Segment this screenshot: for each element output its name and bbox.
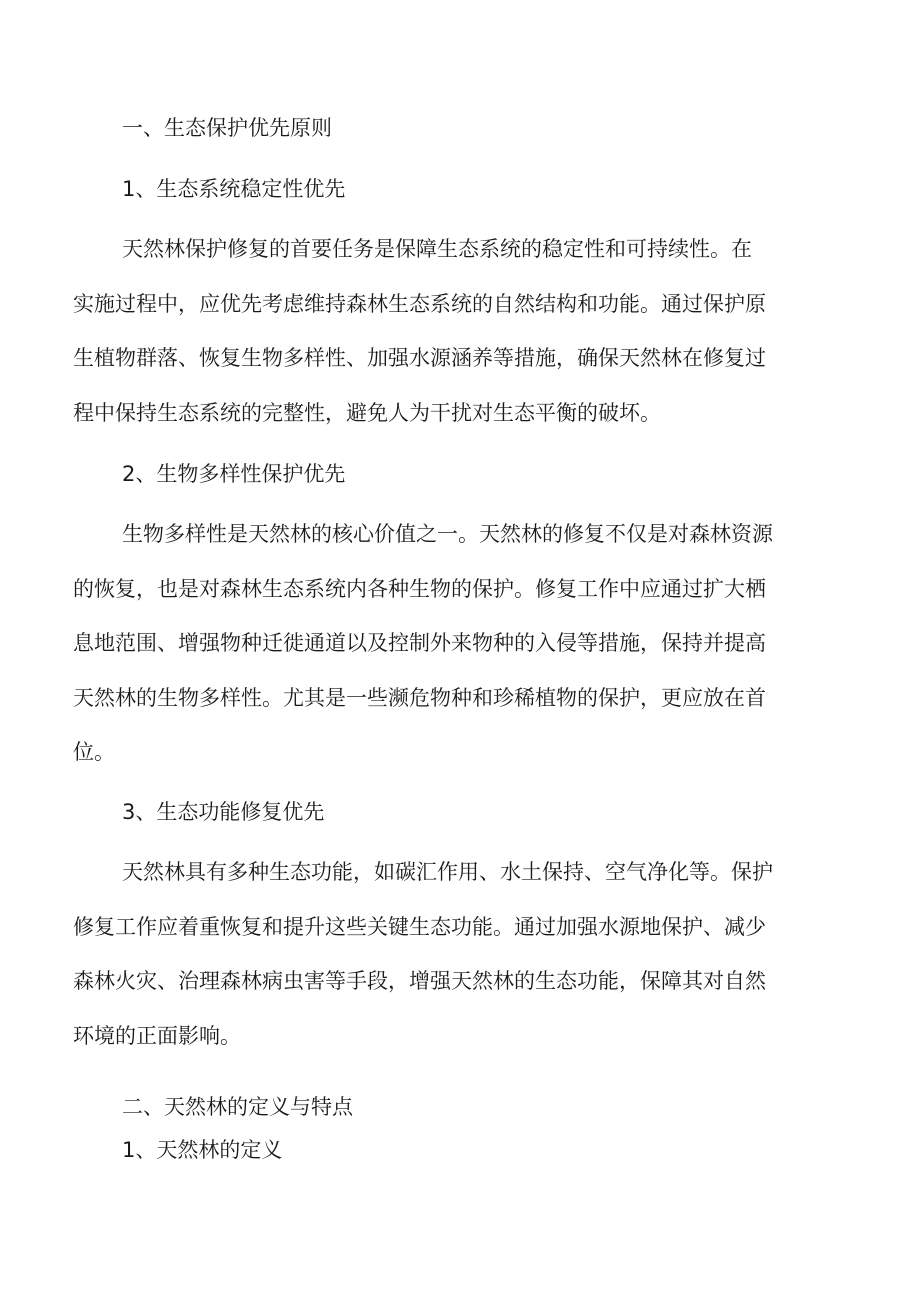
paragraph-line: 环境的正面影响。	[73, 1023, 241, 1048]
paragraph-line: 天然林保护修复的首要任务是保障生态系统的稳定性和可持续性。在	[122, 237, 752, 261]
paragraph	[73, 507, 818, 780]
paragraph-line: 的恢复，也是对森林生态系统内各种生物的保护。修复工作中应通过扩大栖	[73, 576, 766, 601]
paragraph-line: 森林火灾、治理森林病虫害等手段，增强天然林的生态功能，保障其对自然	[73, 969, 766, 993]
paragraph	[73, 845, 818, 1063]
subsection-heading: 3、生态功能修复优先	[122, 800, 325, 824]
section-heading: 一、生态保护优先原则	[122, 116, 332, 140]
subsection-heading: 1、生态系统稳定性优先	[122, 177, 346, 201]
paragraph-line: 生植物群落、恢复生物多样性、加强水源涵养等措施，确保天然林在修复过	[73, 346, 766, 370]
paragraph-line: 程中保持生态系统的完整性，避免人为干扰对生态平衡的破坏。	[73, 400, 661, 425]
paragraph-line: 生物多样性是天然林的核心价值之一。天然林的修复不仅是对森林资源	[122, 522, 773, 546]
paragraph-line: 实施过程中，应优先考虑维持森林生态系统的自然结构和功能。通过保护原	[73, 291, 766, 316]
paragraph-line: 天然林具有多种生态功能，如碳汇作用、水土保持、空气净化等。保护	[122, 860, 773, 884]
paragraph-line: 息地范围、增强物种迁徙通道以及控制外来物种的入侵等措施，保持并提高	[73, 631, 766, 655]
section-heading: 二、天然林的定义与特点	[122, 1095, 353, 1119]
paragraph-line: 天然林的生物多样性。尤其是一些濒危物种和珍稀植物的保护，更应放在首	[73, 685, 766, 710]
subsection-heading: 2、生物多样性保护优先	[122, 462, 346, 486]
paragraph-line: 位。	[73, 740, 115, 764]
paragraph-line: 修复工作应着重恢复和提升这些关键生态功能。通过加强水源地保护、减少	[73, 914, 766, 939]
subsection-heading: 1、天然林的定义	[122, 1138, 283, 1162]
paragraph	[73, 222, 818, 440]
